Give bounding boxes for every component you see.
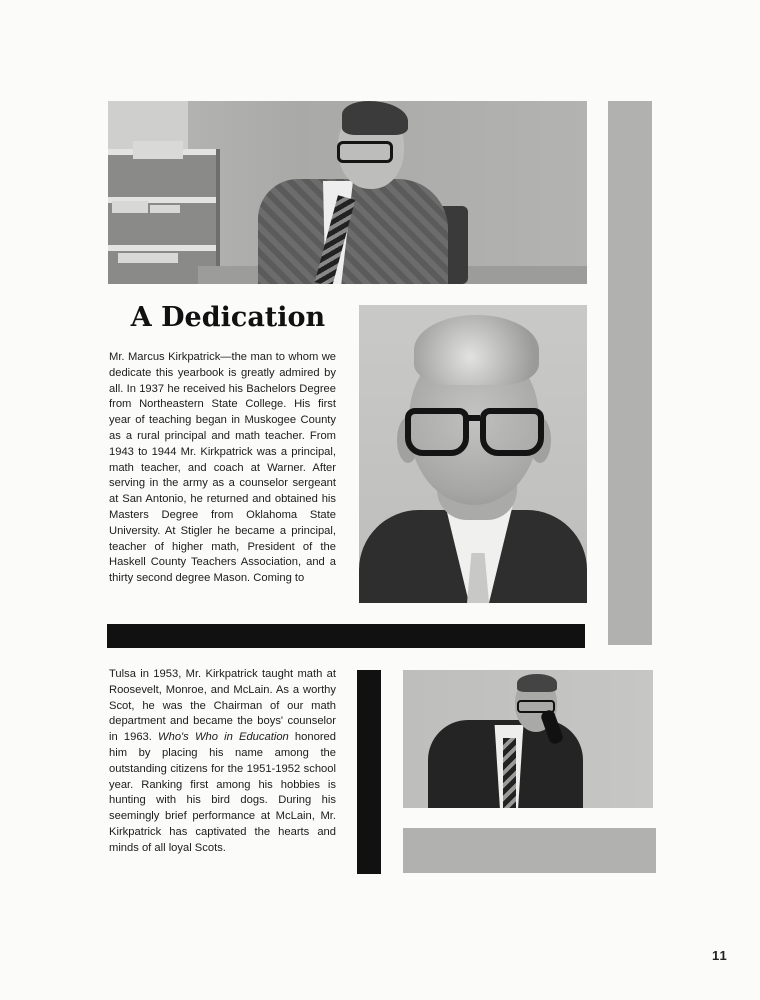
- dedication-text-part1: Mr. Marcus Kirkpatrick—the man to whom we dedicate this yearbook is greatly admired by all. In 1937 he received his Bachelors Degree from Northeastern State College. His first year of teaching began in Muskogee County as a rural principal and math teacher. From 1943 to 1944 Mr. Kirkpatrick was a principal, math teacher, and coach at Warner. After serving in the army as a counselor sergeant at San Antonio, he returned and obtained his Masters Degree from Oklahoma State University. At Stigler he became a principal, teacher of higher math, President of the Haskell County Teachers Association, and a thirty second degree Mason. Coming to: [109, 351, 336, 585]
- publication-title: Who's Who in Education: [158, 731, 289, 744]
- dedication-text-part2b: honored him by placing his name among the outstanding citizens for the 1951-1952 school year. Ranking first among his hobbies is hunting with his bird dogs. During his seemingly brief performance at McLain, Mr. Kirkpatrick has captivated the hearts and minds of all loyal Scots.: [109, 731, 336, 854]
- dedication-text-part2: [109, 667, 336, 857]
- decorative-gray-bar-horizontal: [403, 828, 656, 873]
- dedication-text-part2a: Tulsa in 1953, Mr. Kirkpatrick taught math at Roosevelt, Monroe, and McLain. As a worthy Scot, he was the Chairman of our math department and became the boys' counselor in 1963.: [109, 668, 336, 744]
- page-title: A Dedication: [130, 302, 326, 333]
- page-number: 11: [712, 948, 728, 963]
- photo-seated-man: [108, 101, 587, 284]
- photo-portrait: [359, 305, 587, 603]
- decorative-black-bar-horizontal: [107, 624, 585, 648]
- decorative-gray-bar-vertical: [608, 101, 652, 645]
- decorative-black-bar-vertical: [357, 670, 381, 874]
- photo-man-on-phone: [403, 670, 653, 808]
